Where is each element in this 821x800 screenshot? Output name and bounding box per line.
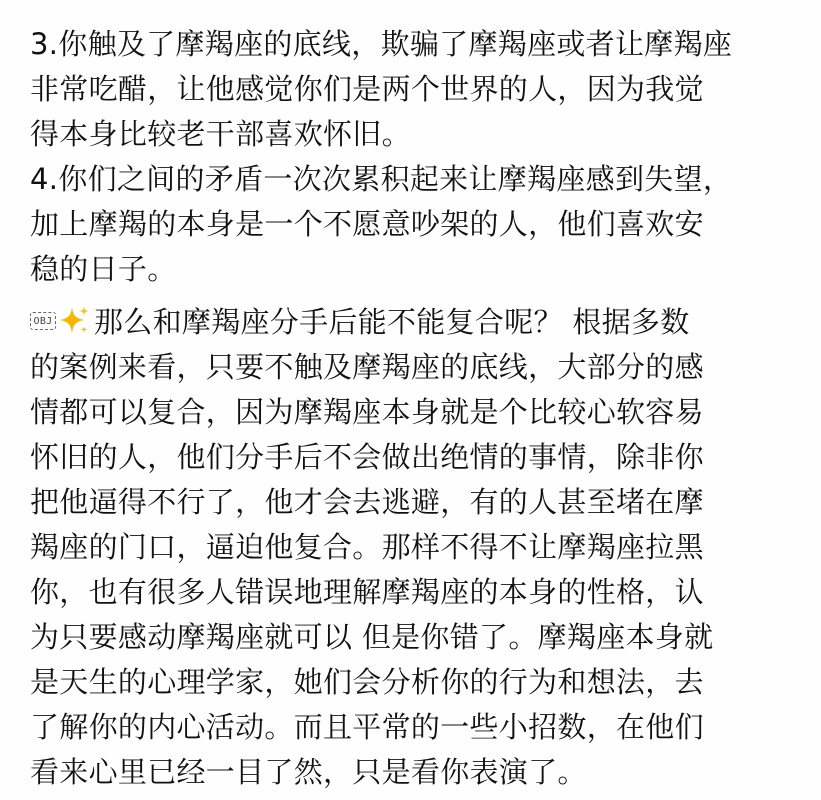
text-line: 你，也有很多人错误地理解摩羯座的本身的性格，认	[30, 575, 704, 609]
paragraph-reconcile	[30, 300, 791, 795]
text-line: 情都可以复合，因为摩羯座本身就是个比较心软容易	[30, 395, 704, 429]
sparkles-icon	[58, 304, 90, 336]
text-line: 羯座的门口，逼迫他复合。那样不得不让摩羯座拉黑	[30, 530, 704, 564]
text-line: 3.你触及了摩羯座的底线，欺骗了摩羯座或者让摩羯座	[30, 27, 733, 61]
text-line: 稳的日子。	[30, 252, 177, 286]
text-line: 把他逼得不行了，他才会去逃避，有的人甚至堵在摩	[30, 485, 704, 519]
text-line: 4.你们之间的矛盾一次次累积起来让摩羯座感到失望，	[30, 162, 733, 196]
text-line: 为只要感动摩羯座就可以 但是你错了。摩羯座本身就	[30, 620, 714, 654]
text-line: 的案例来看，只要不触及摩羯座的底线，大部分的感	[30, 350, 704, 384]
text-line: 看来心里已经一目了然，只是看你表演了。	[30, 755, 587, 789]
text-line: 怀旧的人，他们分手后不会做出绝情的事情，除非你	[30, 440, 704, 474]
text-line: 是天生的心理学家，她们会分析你的行为和想法，去	[30, 665, 704, 699]
paragraph-point-3	[30, 22, 791, 157]
text-line: 得本身比较老干部喜欢怀旧。	[30, 117, 411, 151]
text-line: 了解你的内心活动。而且平常的一些小招数，在他们	[30, 710, 704, 744]
paragraph-point-4	[30, 157, 791, 292]
text-line-with-icons	[30, 300, 791, 345]
text-segment: 那么和摩羯座分手后能不能复合呢？ 根据多数	[94, 305, 690, 339]
text-line: 加上摩羯的本身是一个不愿意吵架的人，他们喜欢安	[30, 207, 704, 241]
object-replacement-icon: OBJ	[30, 312, 56, 330]
text-line: 非常吃醋，让他感觉你们是两个世界的人，因为我觉	[30, 72, 704, 106]
